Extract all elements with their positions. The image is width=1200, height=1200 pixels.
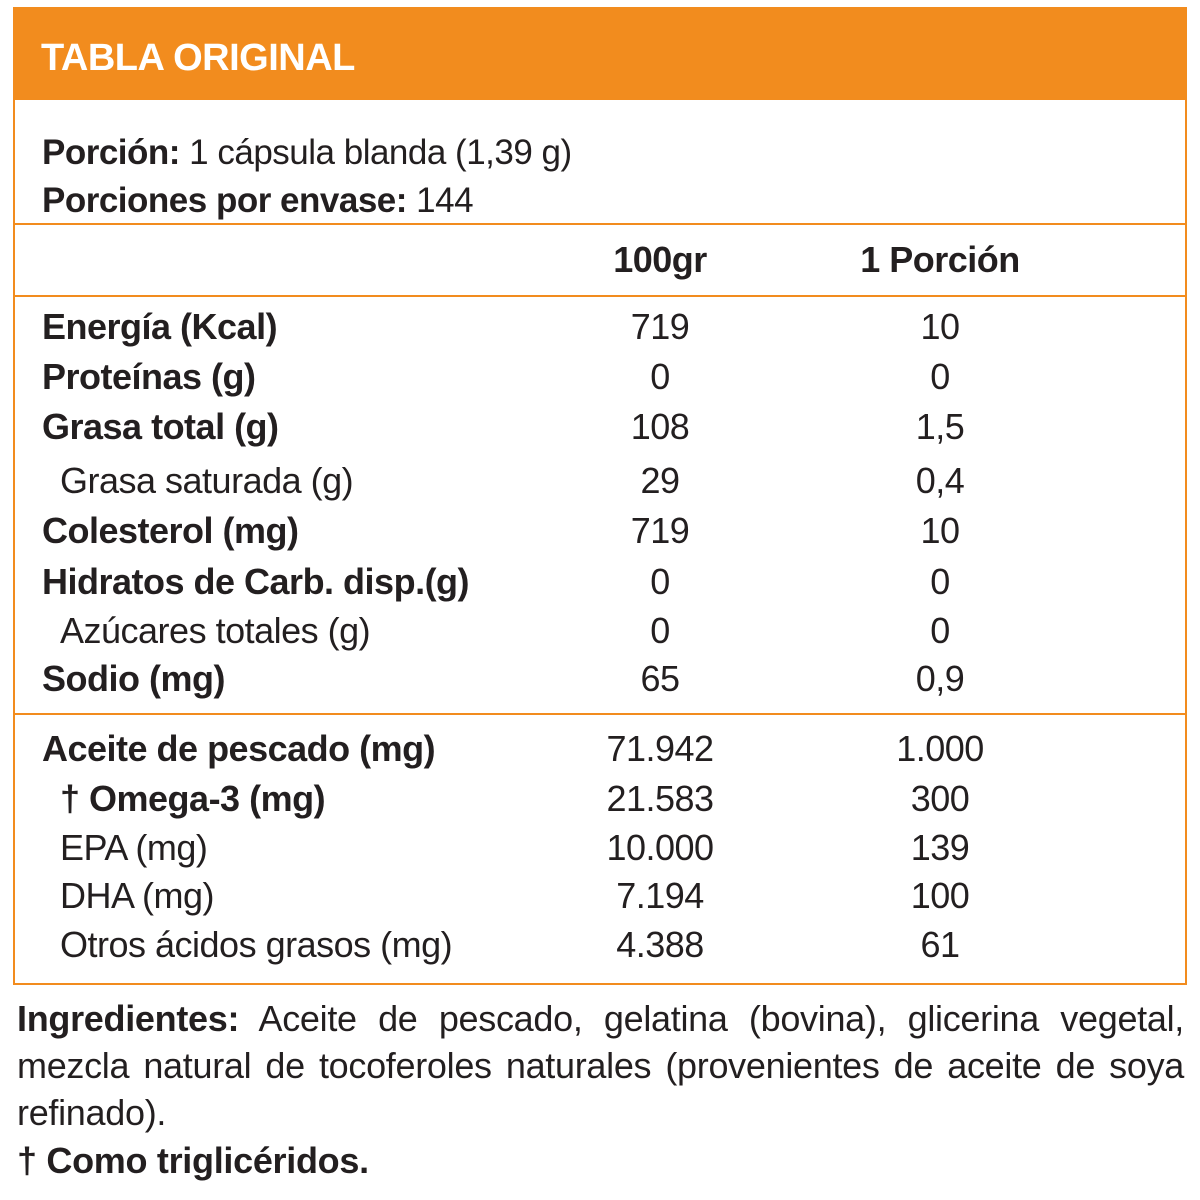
row-value-100gr: 719 xyxy=(630,510,690,551)
serving-size xyxy=(42,129,572,177)
table-row xyxy=(15,724,1185,774)
servings-value: 144 xyxy=(406,181,474,220)
row-value-100gr: 21.583 xyxy=(606,778,714,819)
portion-info xyxy=(42,129,572,225)
column-header-portion: 1 Porción xyxy=(860,239,1020,280)
table-row xyxy=(15,654,1185,704)
row-value-100gr: 65 xyxy=(640,658,680,699)
row-value-portion: 100 xyxy=(910,875,970,916)
row-value-portion: 1.000 xyxy=(896,728,984,769)
row-value-100gr: 7.194 xyxy=(616,875,704,916)
row-value-100gr: 0 xyxy=(650,610,670,651)
row-value-portion: 1,5 xyxy=(915,406,965,447)
divider xyxy=(15,295,1185,297)
row-value-portion: 139 xyxy=(910,827,970,868)
row-label: Grasa saturada (g) xyxy=(60,460,354,501)
row-label: Grasa total (g) xyxy=(42,406,279,447)
row-value-100gr: 0 xyxy=(650,561,670,602)
table-row xyxy=(15,402,1185,452)
row-value-portion: 0 xyxy=(930,610,950,651)
row-value-100gr: 108 xyxy=(630,406,690,447)
row-value-portion: 0,4 xyxy=(915,460,965,501)
row-value-100gr: 29 xyxy=(640,460,680,501)
row-value-portion: 10 xyxy=(920,306,960,347)
row-label: EPA (mg) xyxy=(60,827,208,868)
row-value-portion: 0 xyxy=(930,356,950,397)
row-value-portion: 0,9 xyxy=(915,658,965,699)
divider xyxy=(15,223,1185,225)
serving-size-value: 1 cápsula blanda (1,39 g) xyxy=(179,133,572,172)
row-value-portion: 10 xyxy=(920,510,960,551)
row-label: Sodio (mg) xyxy=(42,658,225,699)
serving-size-label: Porción: xyxy=(42,133,180,172)
row-value-100gr: 71.942 xyxy=(606,728,714,769)
row-label: Proteínas (g) xyxy=(42,356,256,397)
table-row xyxy=(15,352,1185,402)
column-header-100gr: 100gr xyxy=(613,239,707,280)
row-label: DHA (mg) xyxy=(60,875,215,916)
row-value-100gr: 0 xyxy=(650,356,670,397)
row-label: Azúcares totales (g) xyxy=(60,610,371,651)
table-row xyxy=(15,302,1185,352)
row-value-100gr: 10.000 xyxy=(606,827,714,868)
row-value-portion: 0 xyxy=(930,561,950,602)
table-row xyxy=(15,506,1185,556)
table-row xyxy=(15,606,1185,656)
row-label: Hidratos de Carb. disp.(g) xyxy=(42,561,470,602)
table-row xyxy=(15,774,1185,824)
row-label: Otros ácidos grasos (mg) xyxy=(60,924,453,965)
row-value-portion: 61 xyxy=(920,924,960,965)
row-value-100gr: 4.388 xyxy=(616,924,704,965)
table-row xyxy=(15,871,1185,921)
ingredients-paragraph xyxy=(17,995,1184,1136)
servings-per-container xyxy=(42,177,572,225)
footnote: † Como triglicéridos. xyxy=(17,1140,369,1181)
ingredients-text: Aceite de pescado, gelatina (bovina), glicerina vegetal, mezcla natural de tocoferoles naturales (provenientes de aceite de soya refinado). xyxy=(17,998,1184,1133)
servings-label: Porciones por envase: xyxy=(42,181,407,220)
row-value-100gr: 719 xyxy=(630,306,690,347)
nutrition-table xyxy=(13,7,1187,985)
table-title: TABLA ORIGINAL xyxy=(15,9,1185,100)
row-label: Energía (Kcal) xyxy=(42,306,278,347)
table-row xyxy=(15,823,1185,873)
row-label: Aceite de pescado (mg) xyxy=(42,728,436,769)
row-label: Colesterol (mg) xyxy=(42,510,299,551)
row-value-portion: 300 xyxy=(910,778,970,819)
ingredients-label: Ingredientes: xyxy=(17,998,240,1039)
table-row xyxy=(15,557,1185,607)
table-row xyxy=(15,456,1185,506)
divider xyxy=(15,713,1185,715)
table-row xyxy=(15,920,1185,970)
row-label: † Omega-3 (mg) xyxy=(60,778,326,819)
